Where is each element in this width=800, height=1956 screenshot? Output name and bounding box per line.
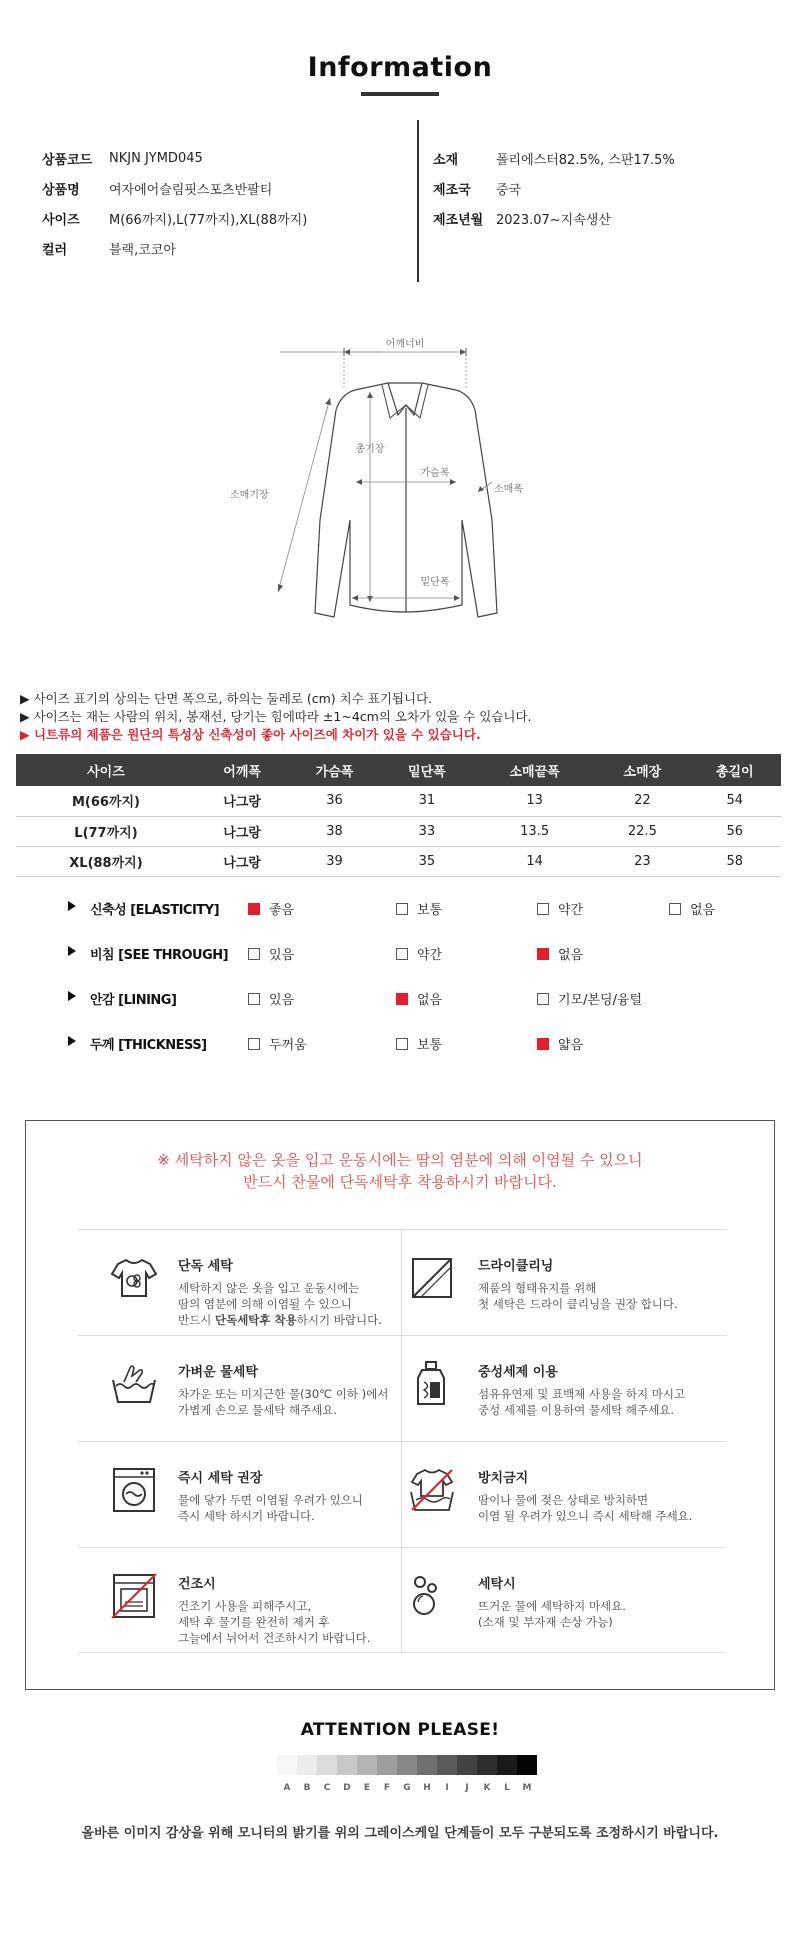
care-item [78,1548,402,1652]
care-line: 중성 세제를 이용하여 물세탁 해주세요. [478,1403,675,1417]
attr-option-label: 보통 [417,903,443,918]
table-cell: 14 [473,846,596,876]
info-label: 상품코드 [42,152,93,168]
attr-option-label: 두꺼움 [269,1038,307,1053]
grayscale-letter: H [423,1783,431,1793]
care-row [78,1229,726,1335]
attr-name: 비침 [SEE THROUGH] [90,948,229,963]
care-line: 물에 닿가 두면 이염될 우려가 있으니 [178,1493,363,1507]
grayscale-swatch [457,1755,477,1775]
play-arrow-icon [68,991,76,1001]
attr-option-label: 있음 [269,948,295,963]
info-row-origin [433,173,675,203]
attr-option-label: 보통 [417,1038,443,1053]
care-line-part: 반드시 [178,1313,215,1327]
grayscale-swatch [337,1755,357,1775]
care-item-body [178,1598,370,1646]
size-cell: XL(88까지) [16,846,196,876]
care-item-title: 세탁시 [478,1577,516,1592]
care-line-emphasis: 단독세탁후 착용 [214,1313,297,1327]
grayscale-letter: E [363,1783,371,1793]
info-divider [417,120,419,282]
col-header: 가슴폭 [288,754,380,786]
title-underline [361,92,439,96]
checkbox-icon[interactable] [537,993,549,1005]
attr-option[interactable] [248,1034,307,1053]
info-row-manufactured [433,203,675,233]
attention-title: ATTENTION PLEASE! [300,1720,500,1740]
size-cell: L(77까지) [16,816,196,846]
care-row [78,1441,726,1547]
info-value: NKJN JYMD045 [109,150,203,166]
grayscale-swatch [277,1755,297,1775]
attr-lining [0,975,800,1020]
care-item-body [478,1386,685,1418]
table-cell: 나그랑 [196,816,288,846]
grayscale-letter: I [445,1783,449,1793]
care-item-title: 단독 세탁 [178,1259,233,1274]
grayscale-strip [277,1755,537,1775]
care-warning-line: ※ 세탁하지 않은 옷을 입고 운동시에는 땀의 염분에 의해 이염될 수 있으니 [157,1151,643,1169]
care-item [402,1442,726,1547]
grayscale-letter: M [522,1783,532,1793]
grayscale-swatch [357,1755,377,1775]
grayscale-letter: A [283,1783,291,1793]
size-table [16,754,781,877]
grayscale-swatch [397,1755,417,1775]
note-line-warning: ▶ 니트류의 제품은 원단의 특성상 신축성이 좋아 사이즈에 차이가 있을 수 있습니다. [20,727,481,742]
diagram-label-sleeve-length: 소매기장 [230,490,269,501]
checkbox-icon[interactable] [248,948,260,960]
table-cell: 나그랑 [196,846,288,876]
shirt-collar [388,383,422,415]
grayscale-letter: J [465,1783,469,1793]
care-item [78,1230,402,1335]
care-line: 세탁하지 않은 옷을 입고 운동시에는 [178,1281,360,1295]
info-label: 사이즈 [42,212,80,228]
attr-option-label: 약간 [417,948,443,963]
care-line: 땀이나 물에 젖은 상태로 방치하면 [478,1493,649,1507]
grayscale-swatch [417,1755,437,1775]
note-line: ▶ 사이즈 표기의 상의는 단면 폭으로, 하의는 둘레로 (cm) 치수 표기됩니다. [20,691,433,706]
info-value: M(66까지),L(77까지),XL(88까지) [109,212,308,228]
care-item-body [178,1280,382,1328]
care-line: 가볍게 손으로 물세탁 해주세요. [178,1403,338,1417]
care-item-title: 건조시 [178,1577,216,1592]
care-item-body [478,1280,678,1312]
checkbox-icon[interactable] [396,993,408,1005]
attr-option[interactable] [537,1034,583,1053]
attr-option-label: 얇음 [558,1038,584,1053]
table-row [16,846,781,876]
measurement-diagram [230,330,540,630]
care-item [402,1548,726,1652]
care-line-part: 하시기 바랍니다. [296,1313,382,1327]
care-item-title: 즉시 세탁 권장 [178,1471,263,1486]
attr-option-label: 없음 [558,948,584,963]
care-item-body [478,1598,626,1630]
grayscale-letters [277,1783,537,1793]
info-row-color [42,233,307,263]
attr-name: 안감 [LINING] [90,993,177,1008]
dry-clean-icon [408,1254,456,1302]
table-cell: 54 [689,786,781,816]
grayscale-swatch [377,1755,397,1775]
table-cell: 35 [381,846,473,876]
attr-see-through [0,930,800,975]
attr-option[interactable] [396,944,442,963]
detergent-icon [408,1360,456,1408]
grayscale-letter: K [483,1783,491,1793]
attr-option[interactable] [537,989,642,1008]
care-line: 즉시 세탁 하시기 바랍니다. [178,1509,315,1523]
info-value: 2023.07~지속생산 [496,212,611,228]
attr-option[interactable] [396,899,442,918]
col-header: 소매장 [596,754,688,786]
attr-option[interactable] [396,1034,442,1053]
grayscale-letter: L [504,1783,510,1793]
care-warning [26,1149,774,1193]
care-item-title: 중성세제 이용 [478,1365,558,1380]
size-table-header [16,754,781,786]
info-label: 컬러 [42,242,68,258]
attr-option[interactable] [537,944,583,963]
table-cell: 22.5 [596,816,688,846]
attr-option[interactable] [248,989,294,1008]
care-line: 첫 세탁은 드라이 클리닝을 권장 합니다. [478,1297,678,1311]
attr-option-label: 약간 [558,903,584,918]
info-row-size [42,203,307,233]
tshirt-icon [110,1254,158,1302]
grayscale-note: 올바른 이미지 감상을 위해 모니터의 밝기를 위의 그레이스케일 단계들이 모두 구분되도록 조정하시기 바랍니다. [81,1826,719,1841]
care-warning-line: 반드시 찬물에 단독세탁후 착용하시기 바랍니다. [243,1173,557,1191]
attr-elasticity [0,885,800,930]
play-arrow-icon [68,901,76,911]
attr-option[interactable] [248,899,294,918]
col-header: 사이즈 [16,754,196,786]
attr-option[interactable] [248,944,294,963]
care-line: 건조기 사용을 피해주시고, [178,1599,312,1613]
info-value: 여자에어슬림핏스포츠반팔티 [109,182,273,198]
care-line [178,1312,382,1328]
diagram-label-chest: 가슴폭 [420,468,450,479]
checkbox-icon[interactable] [248,993,260,1005]
table-cell: 22 [596,786,688,816]
play-arrow-icon [68,946,76,956]
care-item-title: 드라이클리닝 [478,1259,554,1274]
info-value: 폴리에스터82.5%, 스판17.5% [496,152,675,168]
checkbox-icon[interactable] [537,1038,549,1050]
play-arrow-icon [68,1036,76,1046]
info-right-column [433,143,675,233]
table-cell: 56 [689,816,781,846]
size-notes [20,690,780,744]
table-row [16,786,781,816]
table-row [16,816,781,846]
care-item-body [478,1492,692,1524]
grayscale-letter: B [303,1783,311,1793]
care-item [78,1336,402,1441]
table-cell: 31 [381,786,473,816]
care-panel [25,1120,775,1690]
care-line: 차가운 또는 미지근한 물(30℃ 이하 )에서 [178,1387,389,1401]
attr-option-label: 없음 [417,993,443,1008]
checkbox-icon[interactable] [248,1038,260,1050]
info-row-name [42,173,307,203]
info-value: 블랙,코코아 [109,242,176,258]
checkbox-icon[interactable] [396,1038,408,1050]
info-label: 상품명 [42,182,80,198]
grayscale-swatch [317,1755,337,1775]
col-header: 소매끝폭 [473,754,596,786]
care-line: 섬유유연제 및 표백제 사용을 하지 마시고 [478,1387,686,1401]
grayscale-swatch [497,1755,517,1775]
col-header: 총길이 [689,754,781,786]
grayscale-swatch [477,1755,497,1775]
care-line: (소재 및 부자재 손상 가능) [478,1615,613,1629]
attr-option[interactable] [669,899,715,918]
care-line: 이염 될 우려가 있으니 즉시 세탁해 주세요. [478,1509,693,1523]
table-cell: 33 [381,816,473,846]
care-line: 세탁 후 물기를 완전히 제거 후 [178,1615,330,1629]
attr-thickness [0,1020,800,1065]
checkbox-icon[interactable] [396,948,408,960]
grayscale-letter: G [403,1783,411,1793]
grayscale-swatch [517,1755,537,1775]
bubbles-icon [408,1572,456,1620]
table-cell: 39 [288,846,380,876]
attr-option-label: 기모/본딩/융털 [558,993,643,1008]
care-line: 제품의 형태유지를 위해 [478,1281,597,1295]
diagram-label-shoulder: 어깨너비 [385,339,425,350]
care-line: 그늘에서 뉘어서 건조하시기 바랍니다. [178,1631,371,1645]
care-line: 뜨거운 물에 세탁하지 마세요. [478,1599,626,1613]
info-label: 제조년월 [433,212,484,228]
table-cell: 38 [288,816,380,846]
info-label: 소재 [433,152,459,168]
info-label: 제조국 [433,182,471,198]
checkbox-icon[interactable] [537,903,549,915]
checkbox-icon[interactable] [669,903,681,915]
grayscale-letter: F [383,1783,391,1793]
col-header: 어깨폭 [196,754,288,786]
grayscale-letter: D [343,1783,351,1793]
diagram-label-length: 총기장 [355,444,385,455]
info-row-code [42,143,307,173]
diagram-label-sleeve-width: 소매폭 [494,484,523,495]
checkbox-icon[interactable] [396,903,408,915]
no-tumble-dry-icon [110,1572,158,1620]
shirt-diagram-svg [230,330,540,630]
care-item [402,1230,726,1335]
care-item-body [178,1492,363,1524]
attr-option[interactable] [396,989,442,1008]
note-line: ▶ 사이즈는 재는 사람의 위치, 봉재선, 당기는 힘에따라 ±1~4cm의 오차가 있을 수 있습니다. [20,709,532,724]
table-cell: 36 [288,786,380,816]
care-row [78,1335,726,1441]
attr-option-label: 좋음 [269,903,295,918]
checkbox-icon[interactable] [248,903,260,915]
care-item-title: 방치금지 [478,1471,529,1486]
table-cell: 23 [596,846,688,876]
hand-wash-icon [110,1360,158,1408]
attr-name: 두께 [THICKNESS] [90,1038,207,1053]
care-item-body [178,1386,388,1418]
attr-name: 신축성 [ELASTICITY] [90,903,220,918]
care-row [78,1547,726,1653]
table-cell: 13.5 [473,816,596,846]
attr-option-label: 없음 [690,903,716,918]
care-item [78,1442,402,1547]
grayscale-swatch [437,1755,457,1775]
info-value: 중국 [496,182,522,198]
table-cell: 13 [473,786,596,816]
info-left-column [42,143,307,263]
attr-option-label: 있음 [269,993,295,1008]
checkbox-icon[interactable] [537,948,549,960]
table-cell: 나그랑 [196,786,288,816]
no-soak-icon [408,1466,456,1514]
page-title: Information [307,52,493,83]
attr-option[interactable] [537,899,583,918]
grayscale-swatch [297,1755,317,1775]
grayscale-letter: C [323,1783,331,1793]
care-item-title: 가벼운 물세탁 [178,1365,258,1380]
care-line: 땀의 염분에 의해 이염될 수 있으니 [178,1297,352,1311]
care-item [402,1336,726,1441]
diagram-label-hem: 밑단폭 [420,577,450,588]
washing-machine-icon [110,1466,158,1514]
info-row-material [433,143,675,173]
table-cell: 58 [689,846,781,876]
col-header: 밑단폭 [381,754,473,786]
size-cell: M(66까지) [16,786,196,816]
care-grid [78,1229,726,1653]
